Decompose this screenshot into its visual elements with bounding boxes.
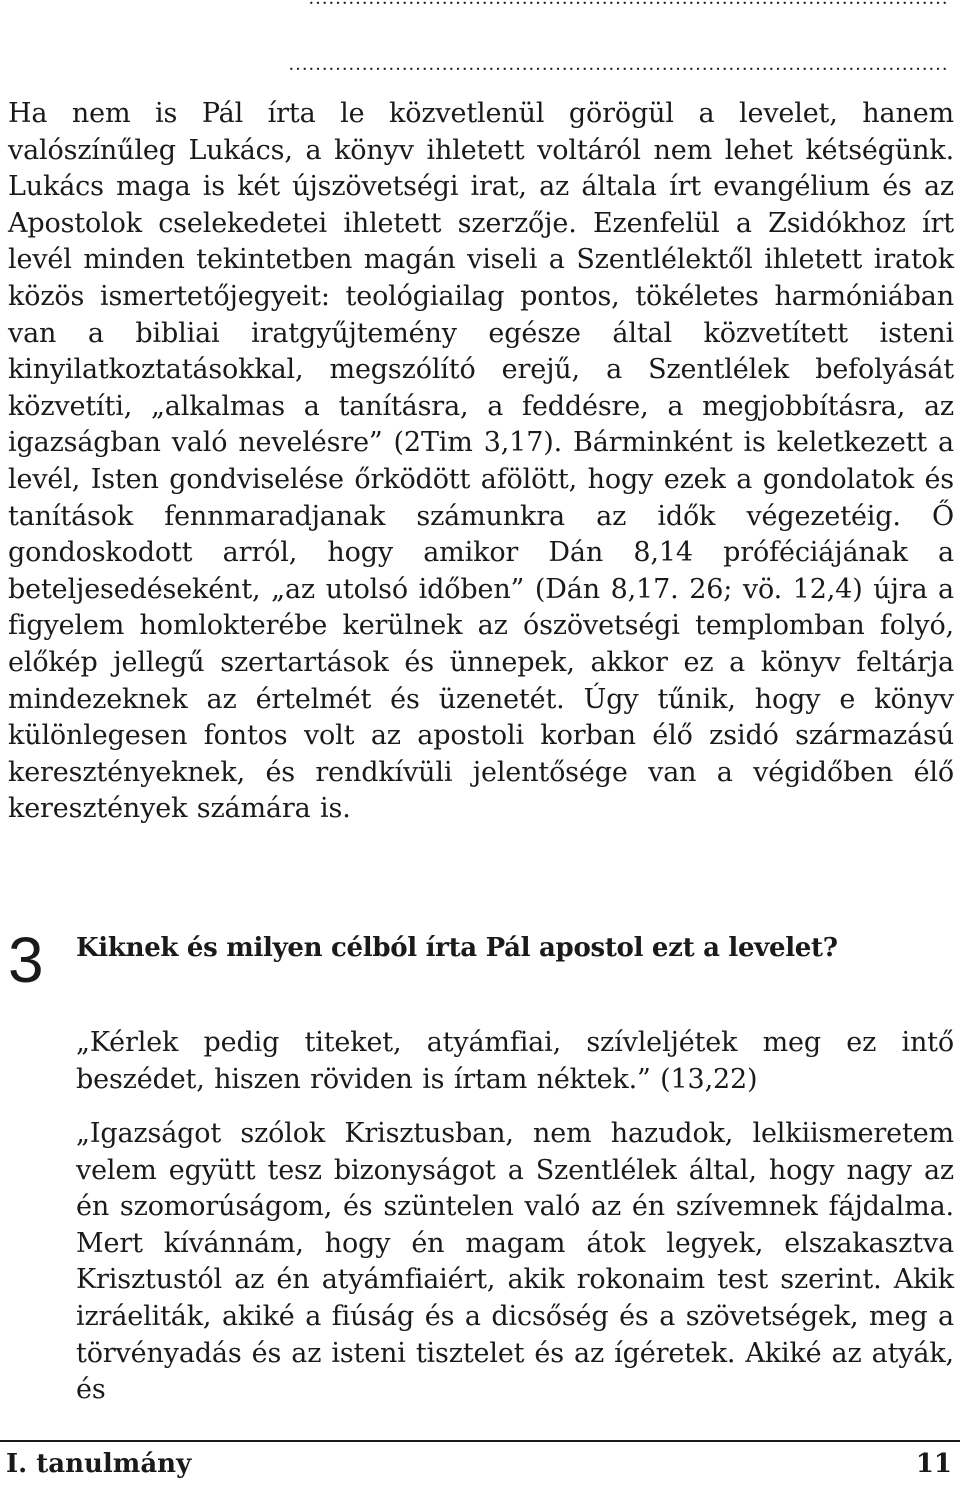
footer-study-label: I. tanulmány — [6, 1449, 192, 1479]
intro-paragraph: Ha nem is Pál írta le közvetlenül görögül a levelet, hanem valószínűleg Lukács, a könyv ihletett voltáról nem lehet kétségünk. Lukács maga is két újszövetségi irat, az általa írt evangélium és az Apostolok cselekedetei ihletett szerzője. Ezenfelül a Zsidókhoz írt levél minden tekintetben magán viseli a Szentlélektől ihletett iratok közös ismertetőjegyeit: teológiailag pontos, tökéletes harmóniában van a bibliai iratgyűjtemény egésze által közvetített isteni kinyilatkoztatásokkal, megszólító erejű, a Szentlélek befolyását közvetíti, „alkalmas a tanításra, a feddésre, a megjobbításra, az igazságban való nevelésre” (2Tim 3,17). Bárminként is keletkezett a levél, Isten gondviselése őrködött afölött, hogy ezek a gondolatok és tanítások fennmaradjanak számunkra az idők végezetéig. Ő gondoskodott arról, hogy amikor Dán 8,14 próféciájának a beteljesedéseként, „az utolsó időben” (Dán 8,17. 26; vö. 12,4) újra a figyelem homlokterébe kerülnek az ószövetségi templomban folyó, előkép jellegű szertartások és ünnepek, akkor ez a könyv feltárja mindezeknek az értelmét és üzenetét. Úgy tűnik, hogy e könyv különlegesen fontos volt az apostoli korban élő zsidó származású keresztényeknek, és rendkívüli jelentősége van a végidőben élő keresztények számára is. — [8, 98, 954, 825]
page-number: 11 — [915, 1449, 952, 1479]
section-title: Kiknek és milyen célból írta Pál apostol ezt a levelet? — [76, 933, 838, 963]
bible-quote: „Kérlek pedig titeket, atyámfiai, szívleljétek meg ez intő beszédet, hiszen röviden is írtam néktek.” (13,22) — [76, 1027, 954, 1095]
bible-quote: „Igazságot szólok Krisztusban, nem hazudok, lelkiismeretem velem együtt tesz bizonyságot a Szentlélek által, hogy nagy az én szomorúságom, és szüntelen való az én szívemnek fájdalma. Mert kívánnám, hogy én magam átok legyek, elszakasztva Krisztustól az én atyámfiaiért, akik rokonaim test szerint. Akik izráeliták, akiké a fiúság és a dicsőség és a szövetségek, meg a törvényadás és az isteni tisztelet és az ígéretek. Akiké az atyák, és — [76, 1118, 954, 1406]
leader-dots-top — [308, 0, 948, 8]
leader-dots-second: ……………………………………………………………………………………… — [288, 53, 948, 75]
footer-divider — [0, 1440, 960, 1442]
section-number: 3 — [8, 924, 44, 996]
